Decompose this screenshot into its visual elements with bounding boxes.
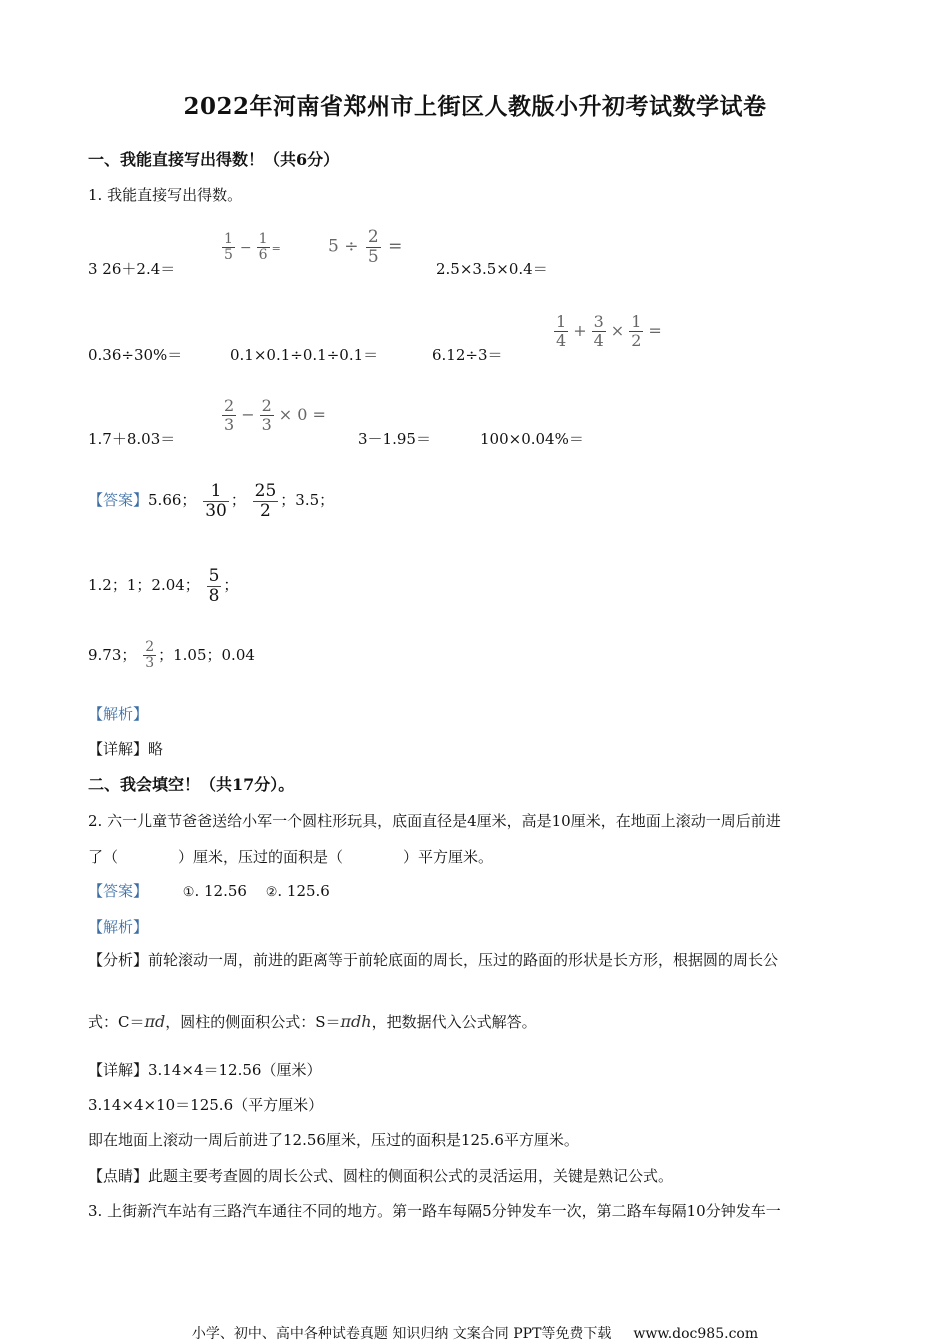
calc-2-3: 6.12÷3＝ bbox=[432, 346, 503, 364]
detail-q2-2: 3.14×4×10＝125.6（平方厘米） bbox=[88, 1096, 324, 1114]
dianjing-q2: 【点睛】此题主要考查圆的周长公式、圆柱的侧面积公式的灵活运用，关键是熟记公式。 bbox=[88, 1167, 674, 1185]
calc-3-2: $\frac{2}{3}$ − $\frac{2}{3}$ × 0 = bbox=[224, 396, 326, 434]
section1-heading: 一、我能直接写出得数！（共6分） bbox=[88, 150, 340, 169]
answer-line-3: 9.73； $\frac{2}{3}$ ；1.05；0.04 bbox=[88, 639, 255, 672]
answer-q2: 【答案】 ①. 12.56 ②. 125.6 bbox=[88, 882, 330, 900]
calc-1-2: $\frac{1}{5}$ − $\frac{1}{6}$ = bbox=[224, 231, 281, 264]
section2-heading: 二、我会填空！（共17分）。 bbox=[88, 775, 295, 794]
analysis-label-1: 【解析】 bbox=[88, 705, 149, 723]
detail-q2-3: 即在地面上滚动一周后前进了12.56厘米，压过的面积是125.6平方厘米。 bbox=[88, 1131, 579, 1149]
footer-text: 小学、初中、高中各种试卷真题 知识归纳 文案合同 PPT等免费下载 bbox=[191, 1326, 612, 1342]
calc-2-4: $\frac{1}{4}$ + $\frac{3}{4}$ × $\frac{1}{2}$ = bbox=[556, 312, 662, 350]
footer bbox=[0, 1323, 950, 1343]
question-2-line-2: 了（ ）厘米，压过的面积是（ ）平方厘米。 bbox=[88, 848, 494, 866]
calc-1-4: 2.5×3.5×0.4＝ bbox=[436, 260, 548, 278]
calc-3-1: 1.7＋8.03＝ bbox=[88, 430, 176, 448]
fenxi-line-2: 式：C＝πd，圆柱的侧面积公式：S＝πdh，把数据代入公式解答。 bbox=[88, 1012, 537, 1031]
calc-2-2: 0.1×0.1÷0.1÷0.1＝ bbox=[230, 346, 379, 364]
question-3-line-1: 3. 上街新汽车站有三路汽车通往不同的地方。第一路车每隔5分钟发车一次，第二路车每隔10分钟发车一 bbox=[88, 1202, 781, 1220]
calc-3-4: 100×0.04%＝ bbox=[480, 430, 584, 448]
calc-3-3: 3－1.95＝ bbox=[358, 430, 431, 448]
footer-url[interactable]: www.doc985.com bbox=[633, 1326, 759, 1342]
detail-q2-1: 【详解】3.14×4＝12.56（厘米） bbox=[88, 1061, 322, 1079]
calc-1-1: 3 26＋2.4＝ bbox=[88, 260, 176, 278]
question-2-line-1: 2. 六一儿童节爸爸送给小军一个圆柱形玩具，底面直径是4厘米，高是10厘米，在地面上滚动一周后前进 bbox=[88, 812, 781, 830]
fenxi-line-1: 【分析】前轮滚动一周，前进的距离等于前轮底面的周长，压过的路面的形状是长方形，根据圆的周长公 bbox=[88, 951, 779, 969]
page-title: 2022年河南省郑州市上街区人教版小升初考试数学试卷 bbox=[183, 93, 767, 120]
detail-1: 【详解】略 bbox=[88, 740, 164, 758]
question-1: 1. 我能直接写出得数。 bbox=[88, 186, 243, 204]
answer-line-2: 1.2；1；2.04； $\frac{5}{8}$ ； bbox=[88, 566, 239, 606]
calc-2-1: 0.36÷30%＝ bbox=[88, 346, 183, 364]
answer-line-1: 【答案】5.66； $\frac{1}{30}$ ； $\frac{25}{2}$ ；3.5； bbox=[88, 481, 335, 521]
analysis-label-2: 【解析】 bbox=[88, 918, 149, 936]
calc-1-3: 5 ÷ $\frac{2}{5}$ = bbox=[328, 227, 403, 267]
